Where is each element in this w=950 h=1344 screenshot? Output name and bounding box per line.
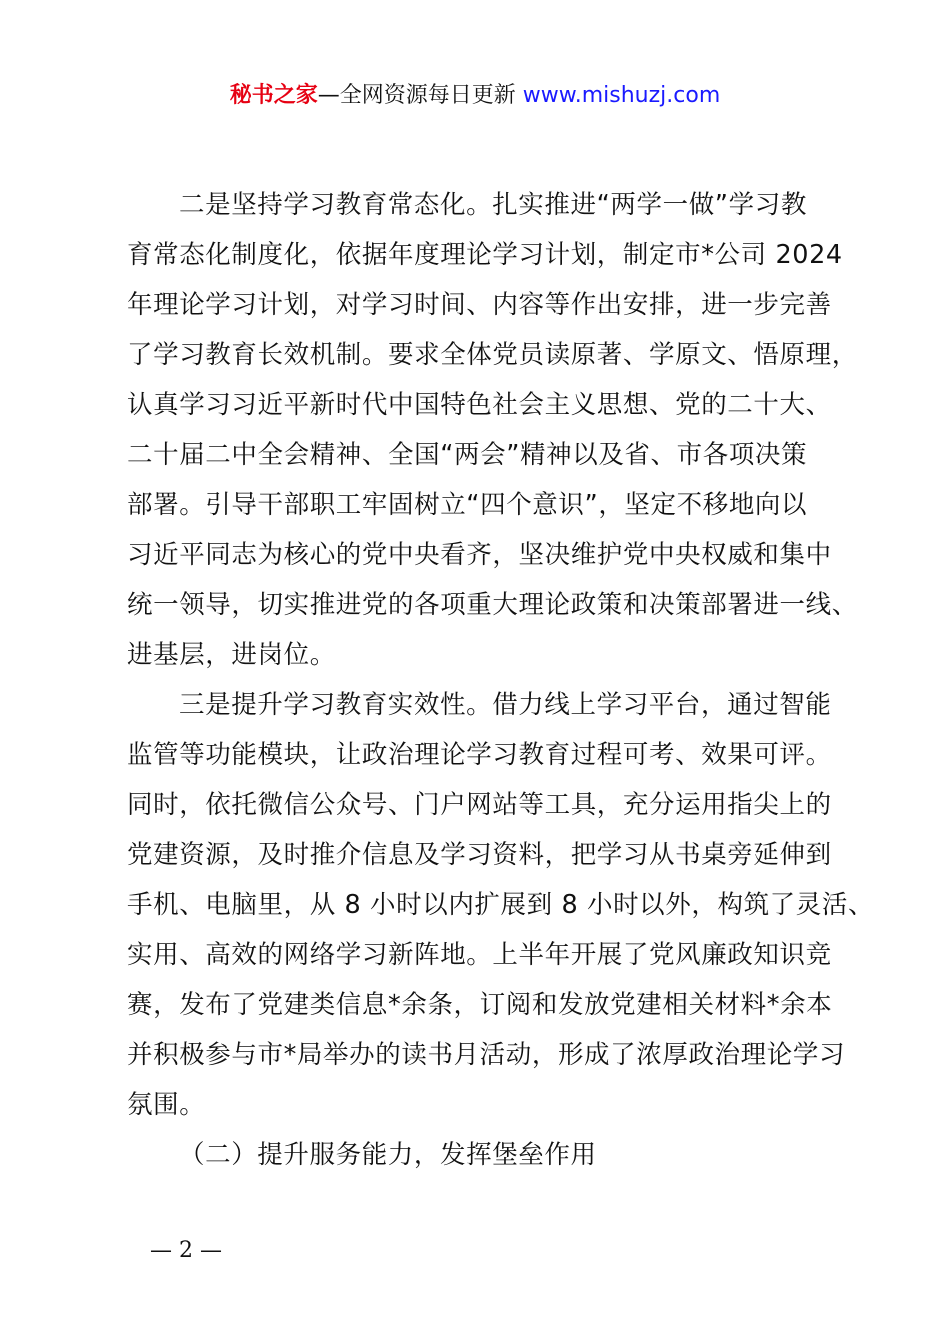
paragraph-line: 二十届二中全会精神、全国“两会”精神以及省、市各项决策: [127, 440, 808, 470]
site-header: [0, 80, 950, 112]
paragraph-line: 并积极参与市*局举办的读书月活动，形成了浓厚政治理论学习: [127, 1040, 846, 1070]
paragraph-line: 党建资源，及时推介信息及学习资料，把学习从书桌旁延伸到: [127, 840, 832, 870]
paragraph-line: 实用、高效的网络学习新阵地。上半年开展了党风廉政知识竞: [127, 940, 832, 970]
paragraph-line: 同时，依托微信公众号、门户网站等工具，充分运用指尖上的: [127, 790, 832, 820]
paragraph-line: 年理论学习计划，对学习时间、内容等作出安排，进一步完善: [127, 290, 832, 320]
paragraph-line: 育常态化制度化，依据年度理论学习计划，制定市*公司 2024: [127, 240, 843, 270]
header-tagline: —全网资源每日更新: [317, 83, 516, 108]
paragraph-line: 二是坚持学习教育常态化。扎实推进“两学一做”学习教: [179, 190, 807, 220]
paragraph-line: 部署。引导干部职工牢固树立“四个意识”，坚定不移地向以: [127, 490, 808, 520]
brand-name: 秘书之家: [229, 83, 318, 108]
paragraph-line: 氛围。: [127, 1090, 206, 1120]
paragraph-line: 手机、电脑里，从 8 小时以内扩展到 8 小时以外，构筑了灵活、: [127, 890, 875, 920]
site-url-link[interactable]: www.mishuzj.com: [522, 83, 721, 108]
section-heading: （二）提升服务能力，发挥堡垒作用: [179, 1140, 597, 1170]
paragraph-line: 赛，发布了党建类信息*余条，订阅和发放党建相关材料*余本: [127, 990, 833, 1020]
paragraph-line: 习近平同志为核心的党中央看齐，坚决维护党中央权威和集中: [127, 540, 832, 570]
paragraph-line: 三是提升学习教育实效性。借力线上学习平台，通过智能: [179, 690, 832, 720]
paragraph-line: 进基层，进岗位。: [127, 640, 336, 670]
paragraph-line: 监管等功能模块，让政治理论学习教育过程可考、效果可评。: [127, 740, 832, 770]
paragraph-line: 统一领导，切实推进党的各项重大理论政策和决策部署进一线、: [127, 590, 858, 620]
paragraph-line: 认真学习习近平新时代中国特色社会主义思想、党的二十大、: [127, 390, 832, 420]
paragraph-line: 了学习教育长效机制。要求全体党员读原著、学原文、悟原理，: [127, 340, 858, 370]
document-body: [127, 180, 875, 1180]
page-number: — 2 —: [150, 1238, 222, 1263]
